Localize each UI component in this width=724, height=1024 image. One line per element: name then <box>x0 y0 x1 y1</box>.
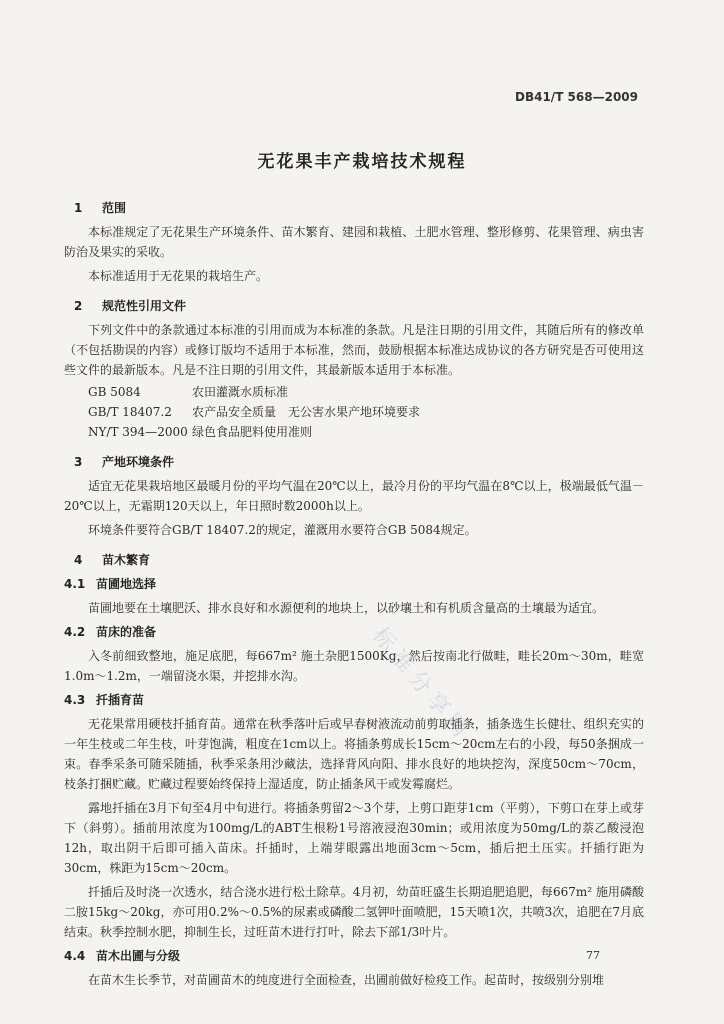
paragraph: 苗圃地要在土壤肥沃、排水良好和水源便利的地块上，以砂壤土和有机质含量高的土壤最为适宜。 <box>88 601 605 615</box>
paragraph: 本标准规定了无花果生产环境条件、苗木繁育、建园和栽植、土肥水管理、整形修剪、花果管理、病虫害防治及果实的采收。 <box>64 225 644 259</box>
section-normative-references <box>64 296 644 442</box>
paragraph: 下列文件中的条款通过本标准的引用而成为本标准的条款。凡是注日期的引用文件，其随后所有的修改单（不包括勘误的内容）或修订版均不适用于本标准，然而，鼓励根据本标准达成协议的各方研究是否可使用这些文件的最新版本。凡是不注日期的引用文件，其最新版本适用于本标准。 <box>64 323 644 377</box>
subsection-heading: 4.3 扦插育苗 <box>64 693 145 707</box>
paragraph: 扦插后及时浇一次透水，结合浇水进行松土除草。4月初，幼苗旺盛生长期追肥追肥，每667m² 施用磷酸二胺15kg～20kg，亦可用0.2%～0.5%的尿素或磷酸二氢钾叶面喷肥，15天喷1次，共喷3次，追肥在7月底结束。秋季控制水肥，抑制生长，过旺苗木进行打叶，除去下部1/3叶片。 <box>64 885 644 939</box>
paragraph: 无花果常用硬枝扦插育苗。通常在秋季落叶后或早春树液流动前剪取插条，插条选生长健壮、组织充实的一年生枝或二年生枝，叶芽饱满，粗度在1cm以上。将插条剪成长15cm～20cm左右的小段，每50条捆成一束。春季采条可随采随插，秋季采条用沙藏法，选择背风向阳、排水良好的地块挖沟，深度50cm～70cm，枝条打捆贮藏。贮藏过程要始终保持上湿适度，防止插条风干或发霉腐烂。 <box>64 717 644 791</box>
document-title: 无花果丰产栽培技术规程 <box>257 152 467 172</box>
reference-item: GB 5084 农田灌溉水质标准 <box>88 385 289 399</box>
reference-item: GB/T 18407.2 农产品安全质量 无公害水果产地环境要求 <box>88 405 421 419</box>
standard-code: DB41/T 568—2009 <box>515 90 638 104</box>
subsection-heading: 4.2 苗床的准备 <box>64 625 157 639</box>
paragraph: 入冬前细致整地，施足底肥，每667m² 施土杂肥1500Kg，然后按南北行做畦，畦长20m～30m，畦宽1.0m～1.2m，一端留浇水渠，并挖排水沟。 <box>64 649 644 683</box>
paragraph: 环境条件要符合GB/T 18407.2的规定，灌溉用水要符合GB 5084规定。 <box>88 523 477 537</box>
paragraph: 本标准适用于无花果的栽培生产。 <box>88 269 269 283</box>
section-seedling-breeding <box>64 550 644 990</box>
paragraph: 在苗木生长季节，对苗圃苗木的纯度进行全面检查，出圃前做好检疫工作。起苗时，按级别分别堆 <box>88 973 605 987</box>
section-heading: 4 苗木繁育 <box>74 553 151 567</box>
document-body <box>64 198 644 990</box>
reference-item: NY/T 394—2000 绿色食品肥料使用准则 <box>88 425 313 439</box>
subsection-heading: 4.1 苗圃地选择 <box>64 577 157 591</box>
section-heading: 3 产地环境条件 <box>74 455 175 469</box>
subsection-heading: 4.4 苗木出圃与分级 <box>64 949 181 963</box>
watermark: 标准分享网 <box>367 623 477 747</box>
section-heading: 1 范围 <box>74 201 127 215</box>
paragraph: 适宜无花果栽培地区最暖月份的平均气温在20℃以上，最冷月份的平均气温在8℃以上，极端最低气温－20℃以上，无霜期120天以上，年日照时数2000h以上。 <box>64 479 644 513</box>
paragraph: 露地扦插在3月下旬至4月中旬进行。将插条剪留2～3个芽，上剪口距芽1cm（平剪），下剪口在芽上或芽下（斜剪）。插前用浓度为100mg/L的ABT生根粉1号溶液浸泡30min；或用浓度为50mg/L的萘乙酸浸泡12h，取出阴干后即可插入苗床。扦插时，上端芽眼露出地面3cm～5cm，插后把土压实。扦插行距为30cm，株距为15cm～20cm。 <box>64 801 644 875</box>
section-environment <box>64 452 644 540</box>
section-heading: 2 规范性引用文件 <box>74 299 187 313</box>
reference-list <box>64 382 644 442</box>
section-scope <box>64 198 644 286</box>
page-number: 77 <box>586 949 600 962</box>
